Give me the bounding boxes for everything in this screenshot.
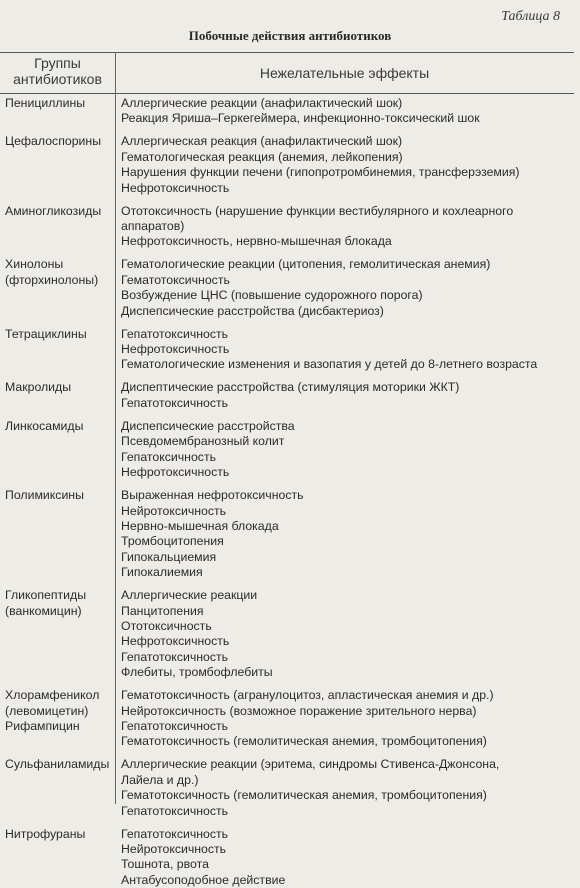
- group-name-cell: [0, 419, 115, 481]
- header-cell-effects: Нежелательные эффекты: [259, 65, 430, 81]
- table-body: [0, 96, 580, 888]
- group-name-cell: [0, 257, 115, 319]
- group-name: Рифампицин: [5, 718, 80, 733]
- effects-cell: [115, 257, 574, 319]
- effect-item: Гипокалиемия: [121, 565, 203, 580]
- effects-cell: [115, 419, 574, 481]
- effect-item: Нейротоксичность (возможное поражение зрительного нерва): [121, 703, 477, 718]
- effects-cell: [115, 134, 574, 196]
- effect-item: Антабусоподобное действие: [121, 872, 286, 887]
- table-row: [0, 588, 580, 680]
- effect-item: Аллергическая реакция (анафилактический шок): [121, 134, 403, 149]
- effect-item: Нефротоксичность: [121, 342, 230, 357]
- table-row: [0, 757, 580, 819]
- table-row: [0, 488, 580, 580]
- effect-item: Диспептические расстройства (стимуляция моторики ЖКТ): [121, 380, 460, 395]
- effect-item: Гематологические реакции (цитопения, гемолитическая анемия): [121, 257, 491, 272]
- table-title: Побочные действия антибиотиков: [188, 28, 392, 43]
- table-row: [0, 688, 580, 719]
- group-name-cell: [0, 719, 115, 750]
- effect-item: Гепатотоксичность: [121, 395, 229, 410]
- group-name: Сульфаниламиды: [5, 757, 110, 772]
- effects-cell: [115, 827, 574, 888]
- group-name: Тетрациклины: [5, 326, 87, 341]
- effect-item: Гепатотоксичность: [121, 826, 229, 841]
- effect-item: Гипокальциемия: [121, 549, 217, 564]
- group-name-cell: [0, 688, 115, 719]
- group-name: Пенициллины: [5, 96, 86, 110]
- effects-cell: [115, 688, 574, 719]
- header-cell-groups: [0, 55, 115, 87]
- table-row: [0, 719, 580, 750]
- effects-cell: [115, 204, 574, 250]
- effect-item: Гепатоксичность: [121, 449, 216, 464]
- group-name: Гликопептиды: [5, 588, 87, 603]
- effect-item: Панцитопения: [121, 603, 204, 618]
- group-name: Нитрофураны: [5, 826, 86, 841]
- table-row: [0, 257, 580, 319]
- table-row: [0, 134, 580, 196]
- group-name: Цефалоспорины: [5, 134, 102, 149]
- group-name-cell: [0, 827, 115, 888]
- header-groups-line-2: антибиотиков: [13, 71, 102, 87]
- table-row: [0, 327, 580, 373]
- effects-cell: [115, 96, 574, 127]
- group-name-cell: [0, 588, 115, 680]
- group-name-cell: [0, 96, 115, 127]
- effect-item: Гематотоксичность (агранулоцитоз, апластическая анемия и др.): [121, 688, 494, 703]
- effect-item: Лайела и др.): [121, 772, 199, 787]
- effect-item: Тошнота, рвота: [121, 857, 209, 872]
- effect-item: аппаратов): [121, 219, 185, 234]
- effects-cell: [115, 380, 574, 411]
- group-name-cell: [0, 488, 115, 580]
- effect-item: Гепатотоксичность: [121, 649, 229, 664]
- effect-item: Нарушения функции печени (гипопротромбинемия, трансферэземия): [121, 165, 520, 180]
- effects-cell: [115, 719, 574, 750]
- group-name-cell: [0, 380, 115, 411]
- effect-item: Гепатотоксичность: [121, 326, 229, 341]
- effect-item: Флебиты, тромбофлебиты: [121, 665, 273, 680]
- effect-item: Нефротоксичность: [121, 465, 230, 480]
- effect-item: Возбуждение ЦНС (повышение судорожного порога): [121, 288, 423, 303]
- effect-item: Выраженная нефротоксичность: [121, 488, 304, 503]
- group-name: Макролиды: [5, 380, 72, 395]
- table-row: [0, 419, 580, 481]
- group-name: Хлорамфеникол: [5, 688, 100, 703]
- header-bottom-rule: [0, 93, 574, 94]
- effect-item: Гематотоксичность: [121, 272, 230, 287]
- effect-item: Гепатотоксичность: [121, 803, 229, 818]
- effect-item: Нервно-мышечная блокада: [121, 518, 279, 533]
- group-name: Полимиксины: [5, 488, 84, 503]
- group-name-cell: [0, 204, 115, 250]
- effect-item: Ототоксичность: [121, 618, 212, 633]
- effect-item: Нейротоксичность: [121, 842, 227, 856]
- effect-item: Нефротоксичность, нервно-мышечная блокада: [121, 234, 392, 249]
- group-name-cell: [0, 134, 115, 196]
- table-row: [0, 827, 580, 888]
- page-label: Таблица 8: [501, 9, 560, 24]
- effect-item: Гематотоксичность (гемолитическая анемия, тромбоцитопения): [121, 788, 487, 803]
- group-name: (фторхинолоны): [5, 272, 99, 287]
- group-name-cell: [0, 327, 115, 373]
- effects-cell: [115, 757, 574, 819]
- header-groups-line-1: Группы: [34, 55, 81, 71]
- group-name: (ванкомицин): [5, 603, 82, 618]
- effect-item: Гематологические изменения и вазопатия у детей до 8-летнего возраста: [121, 357, 538, 372]
- effect-item: Псевдомембранозный колит: [121, 434, 285, 449]
- group-name: Аминогликозиды: [5, 203, 102, 218]
- group-name: Линкосамиды: [5, 418, 84, 433]
- effect-item: Гематологическая реакция (анемия, лейкопения): [121, 149, 403, 164]
- table-row: [0, 96, 580, 127]
- group-name: Хинолоны: [5, 257, 64, 272]
- effect-item: Ототоксичность (нарушение функции вестибулярного и кохлеарного: [121, 203, 514, 218]
- effects-cell: [115, 488, 574, 580]
- effect-item: Гепатотоксичность: [121, 718, 229, 733]
- effect-item: Гематотоксичность (гемолитическая анемия, тромбоцитопения): [121, 734, 487, 749]
- effect-item: Реакция Яриша–Геркегеймера, инфекционно-токсический шок: [121, 111, 480, 126]
- effects-cell: [115, 588, 574, 680]
- table-row: [0, 380, 580, 411]
- effects-cell: [115, 327, 574, 373]
- effect-item: Аллергические реакции: [121, 588, 258, 603]
- table-row: [0, 204, 580, 250]
- effect-item: Нефротоксичность: [121, 634, 230, 649]
- group-name: (левомицетин): [5, 703, 89, 718]
- effect-item: Тромбоцитопения: [121, 534, 224, 549]
- effect-item: Диспепсические расстройства: [121, 418, 295, 433]
- effect-item: Аллергические реакции (эритема, синдромы Стивенса-Джонсона,: [121, 757, 500, 772]
- effect-item: Аллергические реакции (анафилактический шок): [121, 96, 403, 110]
- group-name-cell: [0, 757, 115, 819]
- effect-item: Диспепсические расстройства (дисбактериоз): [121, 303, 384, 318]
- effect-item: Нейротоксичность: [121, 503, 227, 518]
- table-top-rule: [0, 52, 574, 53]
- effect-item: Нефротоксичность: [121, 180, 230, 195]
